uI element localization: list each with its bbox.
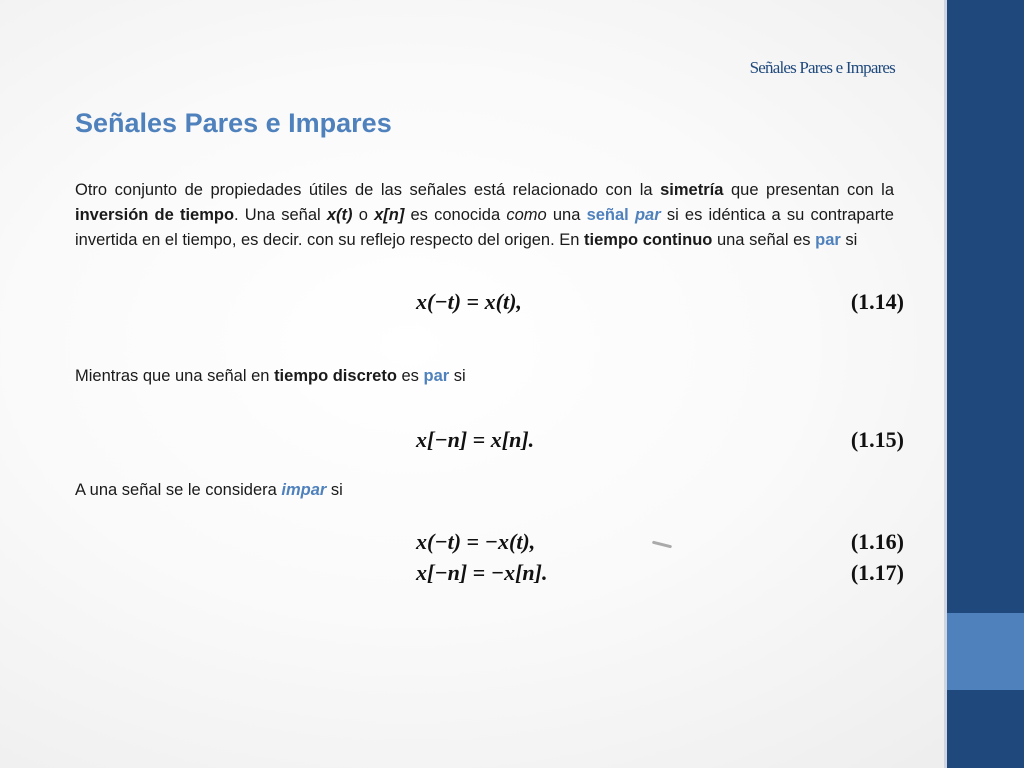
- equation-rhs: x[n].: [490, 427, 535, 452]
- text-run: A una señal se le considera: [75, 481, 282, 499]
- text-run: que presentan con la: [723, 181, 894, 199]
- equation-equals: =: [461, 289, 485, 314]
- equation-1-14: [416, 289, 522, 315]
- text-run: si: [326, 481, 343, 499]
- highlight-term: señal: [586, 206, 635, 224]
- bold-term: inversión de tiempo: [75, 206, 235, 224]
- text-run: una señal es: [712, 231, 816, 249]
- scan-artifact: [652, 541, 672, 549]
- highlight-term: par: [423, 367, 450, 385]
- text-run: . Una señal: [234, 206, 327, 224]
- equation-lhs: x(−t): [416, 529, 462, 554]
- equation-1-16: [416, 529, 535, 555]
- text-run: si es idéntica a su contraparte invertida en el tiempo, es decir. con su reflejo respecto del origen. En: [75, 206, 894, 249]
- equation-lhs: x[−n]: [416, 427, 468, 452]
- equation-number: (1.15): [850, 427, 904, 452]
- slide-title: Señales Pares e Impares: [75, 108, 392, 138]
- highlight-term: impar: [281, 481, 327, 499]
- equation-1-15: [416, 427, 534, 453]
- text-run: Mientras que una señal en: [75, 367, 275, 385]
- text-run: es conocida: [404, 206, 507, 224]
- paragraph-discrete: [75, 364, 894, 389]
- equation-number: (1.14): [850, 289, 904, 314]
- equation-lhs: x(−t): [416, 289, 462, 314]
- bold-term: tiempo continuo: [584, 231, 713, 249]
- bold-italic-term: x(t): [326, 206, 353, 224]
- equation-rhs: x(t),: [484, 289, 522, 314]
- text-run: o: [352, 206, 375, 224]
- equation-equals: =: [467, 427, 491, 452]
- sidebar-accent-block: [947, 613, 1024, 690]
- equation-number: (1.16): [850, 529, 904, 554]
- highlight-term: par: [634, 206, 661, 224]
- bold-term: tiempo discreto: [274, 367, 397, 385]
- equation-1-17: [416, 560, 547, 586]
- bold-term: simetría: [660, 181, 724, 199]
- slide-header: Señales Pares e Impares: [749, 58, 895, 77]
- text-run: es: [396, 367, 424, 385]
- equation-equals: =: [467, 560, 491, 585]
- highlight-term: par: [815, 231, 841, 249]
- text-run: si: [449, 367, 466, 385]
- equation-rhs: −x(t),: [484, 529, 536, 554]
- paragraph-odd: [75, 478, 894, 503]
- text-run: si: [840, 231, 858, 249]
- italic-term: como: [506, 206, 547, 224]
- equation-number: (1.17): [850, 560, 904, 585]
- paragraph-intro: [75, 178, 894, 253]
- text-run: una: [546, 206, 587, 224]
- bold-italic-term: x[n]: [374, 206, 405, 224]
- equation-rhs: −x[n].: [490, 560, 548, 585]
- equation-lhs: x[−n]: [416, 560, 468, 585]
- equation-equals: =: [461, 529, 485, 554]
- text-run: Otro conjunto de propiedades útiles de las señales está relacionado con la: [75, 181, 661, 199]
